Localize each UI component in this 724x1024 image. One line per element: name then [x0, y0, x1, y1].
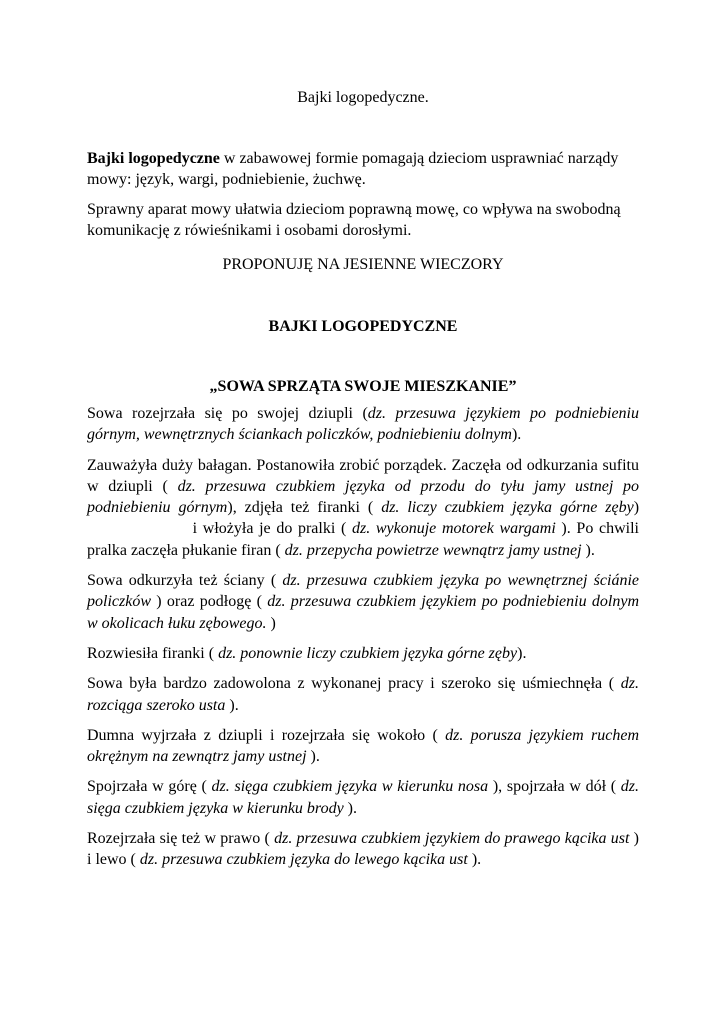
- story-instruction: dz. przesuwa czubkiem języka po wewnętrznej ściánie policzków: [87, 572, 639, 611]
- story-text: ) i lewo (: [87, 830, 639, 869]
- story-text: ).: [467, 851, 482, 869]
- intro-paragraph-1: [87, 148, 639, 190]
- story-text: ). Po chwili pralka zaczęła płukanie firan (: [87, 520, 639, 559]
- document-title: Bajki logopedyczne.: [297, 89, 429, 106]
- story-instruction: dz. przesuwa językiem po podniebieniu górnym, wewnętrznych ściankach policzków, podniebieniu dolnym: [87, 405, 640, 444]
- story-paragraph-1: [87, 403, 639, 446]
- story-instruction: dz. przesuwa czubkiem języka do lewego kącika ust: [139, 851, 468, 869]
- story-text: ), spojrzała w dół (: [488, 778, 621, 796]
- story-paragraph-4: [87, 643, 639, 664]
- story-text: Spojrzała w górę (: [87, 778, 212, 796]
- story-paragraph-3: [87, 570, 639, 634]
- story-text: ) oraz podłogę (: [151, 593, 268, 611]
- story-text: ).: [306, 748, 320, 766]
- intro-bold-term: Bajki logopedyczne: [87, 150, 220, 167]
- intro-section: [87, 148, 639, 250]
- story-paragraph-2: [87, 455, 639, 561]
- story-instruction: dz. przesuwa czubkiem językiem po podniebieniu dolnym w okolicach łuku zębowego.: [87, 593, 639, 632]
- story-paragraph-5: [87, 673, 639, 716]
- story-text: ), zdjęła też firanki (: [227, 499, 382, 517]
- section-heading: BAJKI LOGOPEDYCZNE: [268, 318, 458, 335]
- story-text: Rozejrzała się też w prawo (: [87, 830, 275, 848]
- story-text: ).: [511, 426, 522, 444]
- intro-paragraph-2: Sprawny aparat mowy ułatwia dzieciom poprawną mowę, co wpływa na swobodną komunikację z rówieśnikami i osobami dorosłymi.: [87, 201, 621, 239]
- story-paragraph-8: [87, 828, 639, 871]
- story-instruction: dz. wykonuje motorek wargami: [351, 520, 556, 538]
- propose-line: PROPONUJĘ NA JESIENNE WIECZORY: [222, 256, 504, 273]
- story-instruction: dz. przepycha powietrze wewnątrz jamy ustnej: [284, 541, 582, 559]
- story-text: ).: [225, 696, 239, 714]
- story-instruction: dz. przesuwa czubkiem języka od przodu do tyłu jamy ustnej po podniebieniu górnym: [87, 477, 640, 517]
- story-instruction: dz. liczy czubkiem języka górne zęby: [381, 499, 634, 517]
- story-title: „SOWA SPRZĄTA SWOJE MIESZKANIE”: [209, 378, 517, 395]
- story-text: ).: [581, 541, 595, 559]
- story-instruction: dz. sięga czubkiem języka w kierunku brody: [87, 778, 640, 817]
- story-body: [87, 403, 639, 880]
- story-text: Sowa rozejrzała się po swojej dziupli (: [87, 405, 368, 422]
- story-text: ): [266, 614, 276, 632]
- story-text: Zauważyła duży bałagan. Postanowiła zrobić porządek. Zaczęła od odkurzania sufitu w dziupli (: [87, 456, 639, 495]
- story-text: ): [633, 499, 640, 517]
- story-text: Rozwiesiła firanki (: [87, 644, 219, 662]
- document-page: [87, 0, 639, 1024]
- story-text: Sowa była bardzo zadowolona z wykonanej pracy i szeroko się uśmiechnęła (: [87, 675, 621, 693]
- story-instruction: dz. porusza językiem ruchem okrężnym na zewnątrz jamy ustnej: [87, 726, 640, 766]
- story-paragraph-7: [87, 776, 639, 819]
- story-text: Dumna wyjrzała z dziupli i rozejrzała się wokoło (: [87, 726, 446, 744]
- story-text: Sowa odkurzyła też ściany (: [87, 572, 283, 590]
- story-instruction: dz. ponownie liczy czubkiem języka górne zęby: [218, 644, 518, 662]
- story-instruction: dz. przesuwa czubkiem językiem do prawego kącika ust: [274, 830, 630, 848]
- story-instruction: dz. rozciąga szeroko usta: [87, 675, 639, 714]
- story-text: ).: [343, 799, 357, 817]
- story-instruction: dz. sięga czubkiem języka w kierunku nosa: [211, 778, 489, 796]
- intro-text: w zabawowej formie pomagają dzieciom usprawniać narządy mowy: język, wargi, podniebienie, żuchwę.: [87, 150, 619, 188]
- story-text: ).: [517, 644, 527, 662]
- story-paragraph-6: [87, 725, 639, 768]
- story-text: i włożyła je do pralki (: [187, 520, 352, 538]
